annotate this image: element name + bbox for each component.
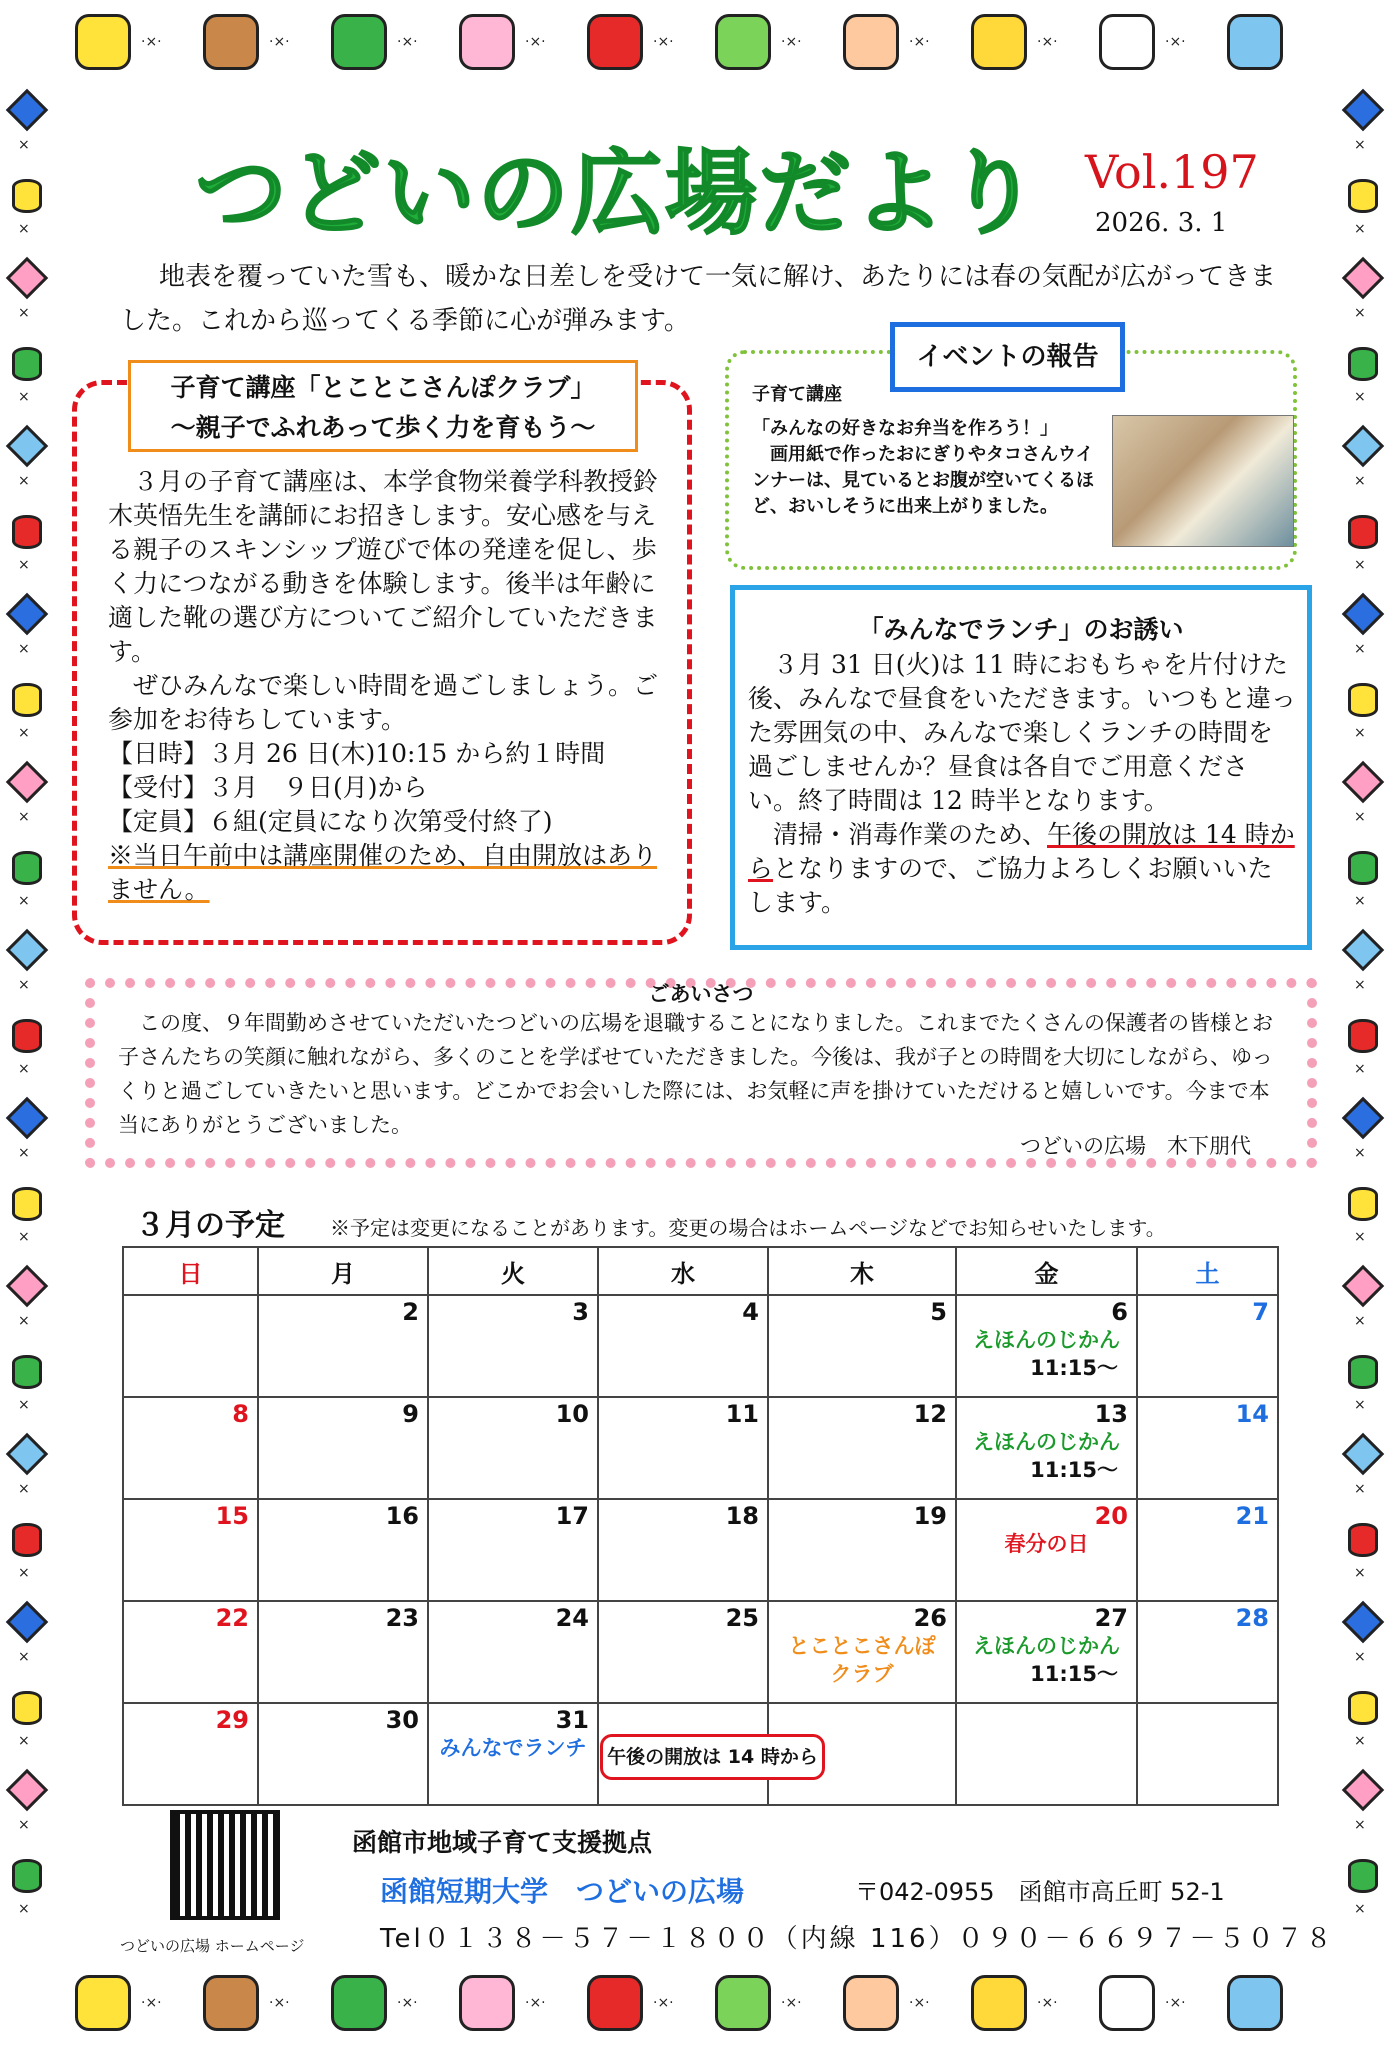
separator-icon: ·×· xyxy=(781,1995,802,2011)
separator-icon: ·×· xyxy=(269,34,290,50)
calendar-header-row xyxy=(123,1247,1278,1295)
weekday-header: 金 xyxy=(956,1247,1137,1295)
separator-icon: × xyxy=(1354,1397,1366,1413)
separator-icon: ·×· xyxy=(525,34,546,50)
separator-icon: × xyxy=(1354,1649,1366,1665)
calendar-day-cell xyxy=(258,1295,428,1397)
footer-tel: Tel０１３８－５７－１８００（内線 116）０９０－６６９７－５０７８ xyxy=(380,1924,1335,1954)
calendar-day-cell xyxy=(956,1703,1137,1805)
separator-icon: × xyxy=(1354,1313,1366,1329)
duck-icon xyxy=(75,14,131,70)
separator-icon: ·×· xyxy=(269,1995,290,2011)
car-icon xyxy=(587,1975,643,2031)
separator-icon: ·×· xyxy=(781,34,802,50)
weekday-header: 火 xyxy=(428,1247,598,1295)
cube-icon xyxy=(6,89,48,131)
event-report-title: 「みんなの好きなお弁当を作ろう！」 xyxy=(752,418,1058,439)
cylinder-icon xyxy=(12,1187,42,1221)
day-number: 24 xyxy=(555,1604,589,1632)
calendar-event: えほんのじかん xyxy=(973,1634,1120,1658)
calendar-day-cell xyxy=(428,1703,598,1805)
separator-icon: × xyxy=(18,1649,30,1665)
airplane-icon xyxy=(331,1975,387,2031)
intro-text: 地表を覆っていた雪も、暖かな日差しを受けて一気に解け、あたりには春の気配が広がってきました。これから巡ってくる季節に心が弾みます。 xyxy=(120,262,1276,336)
calendar-day-cell xyxy=(428,1499,598,1601)
separator-icon: ·×· xyxy=(1037,34,1058,50)
calendar-week-row xyxy=(123,1295,1278,1397)
car-icon xyxy=(587,14,643,70)
calendar-event: えほんのじかん xyxy=(973,1430,1120,1454)
day-number: 3 xyxy=(572,1298,589,1326)
calendar-day-cell xyxy=(258,1703,428,1805)
day-number: 27 xyxy=(1094,1604,1128,1632)
calendar-week-row xyxy=(123,1601,1278,1703)
calendar-event: えほんのじかん xyxy=(973,1328,1120,1352)
separator-icon: × xyxy=(1354,221,1366,237)
calendar-day-cell xyxy=(598,1499,768,1601)
calendar-day-cell xyxy=(123,1499,258,1601)
cylinder-icon xyxy=(1348,1187,1378,1221)
lecture-para-2: ぜひみんなで楽しい時間を過ごしましょう。ご参加をお待ちしています。 xyxy=(108,671,659,734)
cylinder-icon xyxy=(12,1355,42,1389)
day-number: 14 xyxy=(1235,1400,1269,1428)
separator-icon: × xyxy=(18,1313,30,1329)
day-number: 31 xyxy=(555,1706,589,1734)
cylinder-icon xyxy=(1348,1355,1378,1389)
weekday-header: 月 xyxy=(258,1247,428,1295)
separator-icon: × xyxy=(18,725,30,741)
cat-icon xyxy=(1099,1975,1155,2031)
calendar-day-cell xyxy=(258,1499,428,1601)
separator-icon: × xyxy=(18,1397,30,1413)
bear-icon xyxy=(203,1975,259,2031)
separator-icon: × xyxy=(1354,1229,1366,1245)
lecture-note: ※当日午前中は講座開催のため、自由開放はありません。 xyxy=(108,841,658,904)
calendar-day-cell xyxy=(1137,1703,1278,1805)
cylinder-icon xyxy=(1348,1859,1378,1893)
calendar-day-cell xyxy=(123,1601,258,1703)
separator-icon: × xyxy=(18,1229,30,1245)
separator-icon: × xyxy=(1354,1817,1366,1833)
calendar-week-row xyxy=(123,1397,1278,1499)
day-number: 28 xyxy=(1235,1604,1269,1632)
event-report-body xyxy=(752,382,1102,520)
calendar-event: 春分の日 xyxy=(1004,1532,1089,1556)
lecture-reception: 【受付】３月 ９日(月)から xyxy=(108,773,428,802)
cylinder-icon xyxy=(1348,1019,1378,1053)
rabbit-icon xyxy=(459,14,515,70)
day-number: 10 xyxy=(555,1400,589,1428)
cylinder-icon xyxy=(1348,515,1378,549)
cube-icon xyxy=(1342,1769,1384,1811)
issue-date: 2026. 3. 1 xyxy=(1095,208,1228,238)
separator-icon: × xyxy=(18,641,30,657)
calendar-day-cell xyxy=(956,1397,1137,1499)
day-number: 15 xyxy=(215,1502,249,1530)
day-number: 25 xyxy=(725,1604,759,1632)
bear-icon xyxy=(203,14,259,70)
separator-icon: ·×· xyxy=(1037,1995,1058,2011)
calendar-day-cell xyxy=(956,1295,1137,1397)
lecture-heading-subtitle: ～親子でふれあって歩く力を育もう～ xyxy=(170,413,596,442)
calendar-body xyxy=(123,1295,1278,1805)
day-number: 26 xyxy=(913,1604,947,1632)
day-number: 13 xyxy=(1094,1400,1128,1428)
lunch-heading: 「みんなでランチ」のお誘い xyxy=(858,615,1184,644)
day-number: 20 xyxy=(1094,1502,1128,1530)
calendar-day-cell xyxy=(598,1601,768,1703)
cube-icon xyxy=(6,1097,48,1139)
separator-icon: × xyxy=(1354,725,1366,741)
day-number: 2 xyxy=(402,1298,419,1326)
separator-icon: × xyxy=(1354,137,1366,153)
cube-icon xyxy=(1342,89,1384,131)
separator-icon: × xyxy=(1354,1565,1366,1581)
event-report-text: 画用紙で作ったおにぎりやタコさんウインナーは、見ているとお腹が空いてくるほど、おいしそうに出来上がりました。 xyxy=(752,444,1094,517)
day-number: 7 xyxy=(1252,1298,1269,1326)
calendar-day-cell xyxy=(123,1295,258,1397)
lecture-date: 【日時】３月 26 日(木)10:15 から約１時間 xyxy=(108,739,606,768)
duck-icon xyxy=(75,1975,131,2031)
separator-icon: ·×· xyxy=(397,34,418,50)
day-number: 19 xyxy=(913,1502,947,1530)
separator-icon: × xyxy=(18,557,30,573)
day-number: 30 xyxy=(385,1706,419,1734)
cylinder-icon xyxy=(1348,851,1378,885)
lecture-heading xyxy=(128,360,638,452)
cat-icon xyxy=(1099,14,1155,70)
footer-address: 〒042-0955 函館市高丘町 52-1 xyxy=(855,1878,1225,1906)
cube-icon xyxy=(1342,1265,1384,1307)
cube-icon xyxy=(6,1769,48,1811)
day-number: 29 xyxy=(215,1706,249,1734)
cube-icon xyxy=(1342,929,1384,971)
day-number: 21 xyxy=(1235,1502,1269,1530)
cylinder-icon xyxy=(1348,179,1378,213)
cube-icon xyxy=(6,1265,48,1307)
day-number: 18 xyxy=(725,1502,759,1530)
separator-icon: × xyxy=(18,893,30,909)
day-number: 11 xyxy=(725,1400,759,1428)
cylinder-icon xyxy=(12,347,42,381)
separator-icon: × xyxy=(1354,641,1366,657)
weekday-header: 土 xyxy=(1137,1247,1278,1295)
weekday-header: 木 xyxy=(768,1247,956,1295)
greeting-body xyxy=(118,1006,1278,1142)
separator-icon: × xyxy=(18,389,30,405)
separator-icon: × xyxy=(1354,389,1366,405)
calendar-note: ※予定は変更になることがあります。変更の場合はホームページなどでお知らせいたします。 xyxy=(330,1216,1166,1240)
separator-icon: × xyxy=(1354,1145,1366,1161)
cylinder-icon xyxy=(1348,347,1378,381)
calendar-event: クラブ xyxy=(830,1662,894,1686)
cube-icon xyxy=(6,425,48,467)
day-number: 16 xyxy=(385,1502,419,1530)
separator-icon: × xyxy=(18,1733,30,1749)
calendar-day-cell xyxy=(258,1601,428,1703)
cube-icon xyxy=(6,761,48,803)
separator-icon: × xyxy=(18,1901,30,1917)
house-icon xyxy=(971,1975,1027,2031)
cylinder-icon xyxy=(1348,1523,1378,1557)
cube-icon xyxy=(1342,425,1384,467)
event-report-label: 子育て講座 xyxy=(752,384,842,405)
fish-jar-icon xyxy=(1227,1975,1283,2031)
calendar-day-cell xyxy=(768,1601,956,1703)
separator-icon: × xyxy=(18,1061,30,1077)
separator-icon: × xyxy=(1354,977,1366,993)
separator-icon: × xyxy=(18,221,30,237)
calendar-event: とことこさんぽ xyxy=(788,1634,936,1658)
calendar-day-cell xyxy=(956,1601,1137,1703)
cube-icon xyxy=(6,257,48,299)
calendar-week-row xyxy=(123,1499,1278,1601)
lunch-para-2-start: 清掃・消毒作業のため、 xyxy=(773,820,1048,849)
calendar-day-cell xyxy=(428,1397,598,1499)
cylinder-icon xyxy=(12,1859,42,1893)
cylinder-icon xyxy=(12,1019,42,1053)
day-number: 9 xyxy=(402,1400,419,1428)
calendar-day-cell xyxy=(1137,1397,1278,1499)
weekday-header: 水 xyxy=(598,1247,768,1295)
newsletter-title: つどいの広場だより xyxy=(195,140,1042,247)
separator-icon: × xyxy=(18,305,30,321)
lunch-body xyxy=(748,648,1296,920)
cylinder-icon xyxy=(12,1691,42,1725)
greeting-heading: ごあいさつ xyxy=(648,982,754,1006)
cylinder-icon xyxy=(12,851,42,885)
footer-name: 函館短期大学 つどいの広場 xyxy=(380,1875,745,1908)
calendar-table xyxy=(122,1246,1279,1806)
greeting-text: この度、９年間勤めさせていただいたつどいの広場を退職することになりました。これまでたくさんの保護者の皆様とお子さんたちの笑顔に触れながら、多くのことを学ばせていただきました。今後は、我が子との時間を大切にしながら、ゆっくりと過ごしていきたいと思います。どこかでお会いした際には、お気軽に声を掛けていただけると嬉しいです。今まで本当にありがとうございました。 xyxy=(118,1011,1273,1137)
separator-icon: ·×· xyxy=(909,1995,930,2011)
cube-icon xyxy=(6,1601,48,1643)
cube-icon xyxy=(1342,1601,1384,1643)
lunch-afternoon-note: 午後の開放は 14 時から xyxy=(748,820,1295,883)
qr-code[interactable] xyxy=(170,1810,280,1920)
calendar-day-cell xyxy=(123,1703,258,1805)
separator-icon: × xyxy=(18,1565,30,1581)
calendar-event: 11:15～ xyxy=(1030,1458,1118,1482)
separator-icon: × xyxy=(1354,1901,1366,1917)
calendar-day-cell xyxy=(768,1499,956,1601)
separator-icon: ·×· xyxy=(141,34,162,50)
separator-icon: × xyxy=(1354,1481,1366,1497)
cylinder-icon xyxy=(1348,1691,1378,1725)
calendar-title: ３月の予定 xyxy=(135,1208,285,1243)
weekday-header: 日 xyxy=(123,1247,258,1295)
cube-icon xyxy=(6,1433,48,1475)
separator-icon: × xyxy=(18,1481,30,1497)
day-number: 4 xyxy=(742,1298,759,1326)
calendar-event: 11:15～ xyxy=(1030,1356,1118,1380)
separator-icon: ·×· xyxy=(1165,34,1186,50)
calendar-day-cell xyxy=(768,1295,956,1397)
cylinder-icon xyxy=(1348,683,1378,717)
separator-icon: × xyxy=(1354,557,1366,573)
calendar-day-cell xyxy=(258,1397,428,1499)
separator-icon: × xyxy=(18,977,30,993)
event-photo xyxy=(1112,415,1294,547)
lunch-para-2-end: となりますので、ご協力よろしくお願いいたします。 xyxy=(748,854,1273,917)
separator-icon: ·×· xyxy=(141,1995,162,2011)
separator-icon: × xyxy=(1354,809,1366,825)
cube-icon xyxy=(1342,1433,1384,1475)
separator-icon: × xyxy=(1354,305,1366,321)
calendar-day-cell xyxy=(1137,1601,1278,1703)
day-number: 12 xyxy=(913,1400,947,1428)
house-icon xyxy=(971,14,1027,70)
calendar-day-cell xyxy=(428,1295,598,1397)
cylinder-icon xyxy=(12,683,42,717)
frog-icon xyxy=(715,14,771,70)
separator-icon: × xyxy=(1354,1061,1366,1077)
frog-icon xyxy=(715,1975,771,2031)
lecture-heading-title: 子育て講座「とことこさんぽクラブ」 xyxy=(170,373,596,402)
separator-icon: × xyxy=(18,137,30,153)
airplane-icon xyxy=(331,14,387,70)
child-icon xyxy=(843,1975,899,2031)
separator-icon: × xyxy=(1354,893,1366,909)
day-number: 5 xyxy=(930,1298,947,1326)
separator-icon: × xyxy=(18,473,30,489)
calendar-day-cell xyxy=(956,1499,1137,1601)
separator-icon: ·×· xyxy=(397,1995,418,2011)
footer-org: 函館市地域子育て支援拠点 xyxy=(352,1828,653,1857)
day-number: 23 xyxy=(385,1604,419,1632)
cube-icon xyxy=(6,929,48,971)
calendar-day-cell xyxy=(598,1397,768,1499)
cube-icon xyxy=(6,593,48,635)
rabbit-icon xyxy=(459,1975,515,2031)
calendar-event: 11:15～ xyxy=(1030,1662,1118,1686)
lecture-capacity: 【定員】６組(定員になり次第受付終了) xyxy=(108,807,553,836)
cylinder-icon xyxy=(12,515,42,549)
day-number: 17 xyxy=(555,1502,589,1530)
cylinder-icon xyxy=(12,1523,42,1557)
lecture-para-1: ３月の子育て講座は、本学食物栄養学科教授鈴木英悟先生を講師にお招きします。安心感を与える親子のスキンシップ遊びで体の発達を促し、歩く力につながる動きを体験します。後半は年齢に適した靴の選び方についてご紹介していただきます。 xyxy=(108,467,659,666)
fish-jar-icon xyxy=(1227,14,1283,70)
day-number: 6 xyxy=(1111,1298,1128,1326)
calendar-day-cell xyxy=(598,1295,768,1397)
afternoon-callout: 午後の開放は 14 時から xyxy=(600,1734,825,1780)
child-icon xyxy=(843,14,899,70)
calendar-day-cell xyxy=(123,1397,258,1499)
separator-icon: × xyxy=(18,809,30,825)
calendar-event: みんなでランチ xyxy=(439,1736,587,1760)
lecture-body xyxy=(108,465,668,907)
cube-icon xyxy=(1342,257,1384,299)
event-report-heading: イベントの報告 xyxy=(890,322,1125,392)
separator-icon: ·×· xyxy=(1165,1995,1186,2011)
separator-icon: ·×· xyxy=(653,1995,674,2011)
cube-icon xyxy=(1342,761,1384,803)
separator-icon: ·×· xyxy=(653,34,674,50)
calendar-day-cell xyxy=(768,1397,956,1499)
volume-number: Vol.197 xyxy=(1085,145,1259,199)
separator-icon: × xyxy=(18,1817,30,1833)
qr-label: つどいの広場 ホームページ xyxy=(120,1937,305,1955)
separator-icon: × xyxy=(1354,473,1366,489)
calendar-day-cell xyxy=(1137,1499,1278,1601)
calendar-day-cell xyxy=(1137,1295,1278,1397)
greeting-signature: つどいの広場 木下朋代 xyxy=(1020,1134,1251,1158)
separator-icon: × xyxy=(1354,1733,1366,1749)
day-number: 22 xyxy=(215,1604,249,1632)
lunch-para-1: ３月 31 日(火)は 11 時におもちゃを片付けた後、みんなで昼食をいただきます。いつもと違った雰囲気の中、みんなで楽しくランチの時間を過ごしませんか？昼食は各自でご用意ください。終了時間は 12 時半となります。 xyxy=(748,650,1297,815)
separator-icon: ·×· xyxy=(525,1995,546,2011)
separator-icon: ·×· xyxy=(909,34,930,50)
cube-icon xyxy=(1342,593,1384,635)
cylinder-icon xyxy=(12,179,42,213)
cube-icon xyxy=(1342,1097,1384,1139)
separator-icon: × xyxy=(18,1145,30,1161)
day-number: 8 xyxy=(232,1400,249,1428)
calendar-day-cell xyxy=(428,1601,598,1703)
